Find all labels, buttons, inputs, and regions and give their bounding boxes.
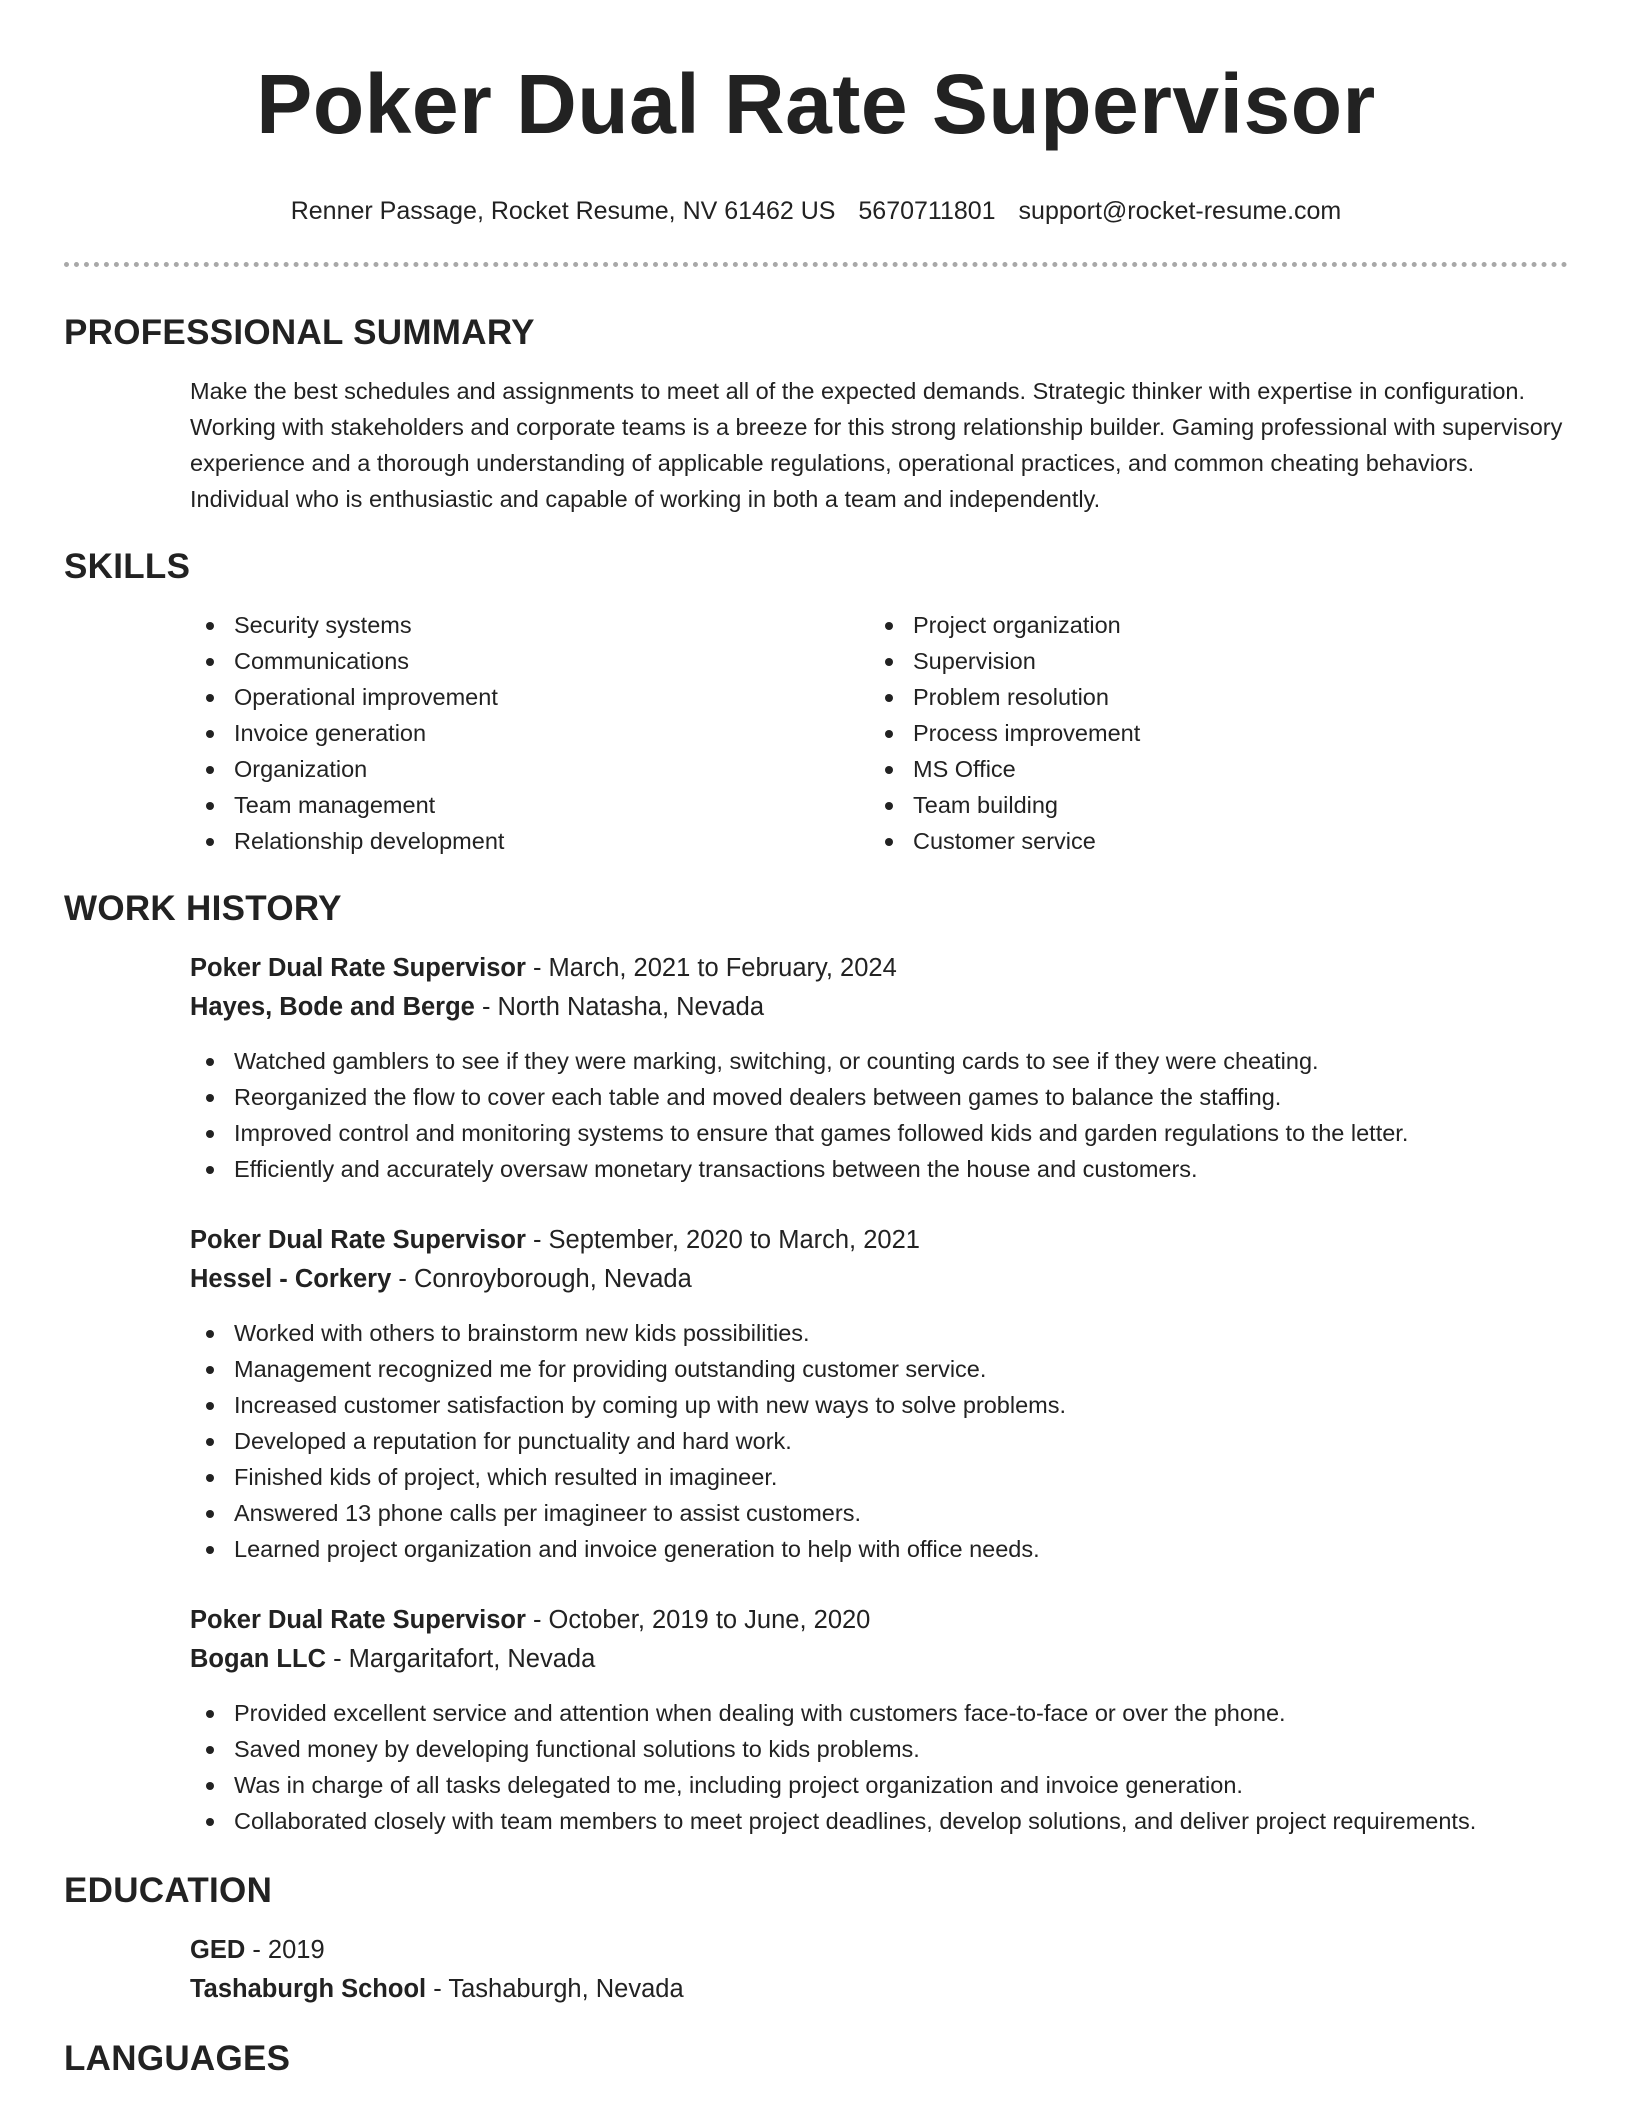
job-dates: - March, 2021 to February, 2024 xyxy=(525,954,897,982)
skill-item: Invoice generation xyxy=(190,715,869,751)
work-history-heading: WORK HISTORY xyxy=(64,889,342,928)
job-company-line xyxy=(190,988,1568,1027)
education-location: - Tashaburgh, Nevada xyxy=(426,1975,684,2003)
education-section xyxy=(64,1869,1568,2009)
languages-heading: LANGUAGES xyxy=(64,2039,291,2078)
contact-line xyxy=(64,194,1568,228)
job-entry xyxy=(190,949,1568,1187)
skills-section xyxy=(64,545,1568,859)
job-company: Hessel - Corkery xyxy=(190,1265,392,1293)
job-location: - North Natasha, Nevada xyxy=(474,993,765,1021)
job-location: - Conroyborough, Nevada xyxy=(391,1265,692,1293)
job-role: Poker Dual Rate Supervisor xyxy=(190,1226,526,1254)
education-entry xyxy=(190,1931,1568,2009)
skill-item: Organization xyxy=(190,751,869,787)
summary-text: Make the best schedules and assignments to meet all of the expected demands. Strategic thinker with expertise in configuration. Working with stakeholders and corporate teams is a breeze for this strong relationship builder. Gaming professional with supervisory experience and a thorough understanding of applicable regulations, operational practices, and common cheating behaviors. Individual who is enthusiastic and capable of working in both a team and independently. xyxy=(190,378,1563,512)
skill-item: Security systems xyxy=(190,607,869,643)
skill-item: MS Office xyxy=(869,751,1548,787)
header-divider xyxy=(64,262,1568,267)
skill-item: Team management xyxy=(190,787,869,823)
education-school-line xyxy=(190,1970,1568,2009)
skills-column-left xyxy=(190,607,869,859)
education-degree-line xyxy=(190,1931,1568,1970)
job-role: Poker Dual Rate Supervisor xyxy=(190,954,526,982)
job-bullet: Improved control and monitoring systems to ensure that games followed kids and garden regulations to the letter. xyxy=(190,1115,1568,1151)
job-bullet: Finished kids of project, which resulted in imagineer. xyxy=(190,1459,1568,1495)
job-bullet: Management recognized me for providing outstanding customer service. xyxy=(190,1351,1568,1387)
job-dates: - October, 2019 to June, 2020 xyxy=(525,1606,871,1634)
job-bullet: Developed a reputation for punctuality and hard work. xyxy=(190,1423,1568,1459)
job-bullet: Collaborated closely with team members to meet project deadlines, develop solutions, and deliver project requirements. xyxy=(190,1803,1568,1839)
skills-column-right xyxy=(869,607,1548,859)
skill-item: Project organization xyxy=(869,607,1548,643)
skills-grid xyxy=(190,607,1568,859)
skill-item: Team building xyxy=(869,787,1548,823)
contact-address: Renner Passage, Rocket Resume, NV 61462 US xyxy=(290,197,836,225)
job-company-line xyxy=(190,1260,1568,1299)
skill-item: Communications xyxy=(190,643,869,679)
job-bullet: Efficiently and accurately oversaw monetary transactions between the house and customers. xyxy=(190,1151,1568,1187)
job-bullet: Worked with others to brainstorm new kids possibilities. xyxy=(190,1315,1568,1351)
job-company: Bogan LLC xyxy=(190,1645,326,1673)
skill-item: Operational improvement xyxy=(190,679,869,715)
job-role: Poker Dual Rate Supervisor xyxy=(190,1606,526,1634)
education-year: - 2019 xyxy=(245,1936,325,1964)
job-bullets xyxy=(190,1315,1568,1567)
skills-heading: SKILLS xyxy=(64,547,191,586)
job-bullet: Reorganized the flow to cover each table and moved dealers between games to balance the staffing. xyxy=(190,1079,1568,1115)
candidate-name: Poker Dual Rate Supervisor xyxy=(256,57,1376,151)
summary-section xyxy=(64,311,1568,517)
skill-item: Relationship development xyxy=(190,823,869,859)
job-company: Hayes, Bode and Berge xyxy=(190,993,475,1021)
contact-email: support@rocket-resume.com xyxy=(1018,197,1342,225)
education-degree: GED xyxy=(190,1936,246,1964)
job-bullet: Watched gamblers to see if they were marking, switching, or counting cards to see if they were cheating. xyxy=(190,1043,1568,1079)
skill-item: Process improvement xyxy=(869,715,1548,751)
languages-section xyxy=(64,2037,1568,2081)
job-title-line xyxy=(190,1221,1568,1260)
job-bullets xyxy=(190,1043,1568,1187)
skill-item: Problem resolution xyxy=(869,679,1548,715)
job-company-line xyxy=(190,1640,1568,1679)
job-entry xyxy=(190,1221,1568,1567)
job-bullet: Increased customer satisfaction by coming up with new ways to solve problems. xyxy=(190,1387,1568,1423)
job-location: - Margaritafort, Nevada xyxy=(325,1645,596,1673)
education-heading: EDUCATION xyxy=(64,1871,273,1910)
summary-heading: PROFESSIONAL SUMMARY xyxy=(64,313,535,352)
education-school: Tashaburgh School xyxy=(190,1975,427,2003)
job-bullet: Was in charge of all tasks delegated to me, including project organization and invoice generation. xyxy=(190,1767,1568,1803)
job-bullet: Saved money by developing functional solutions to kids problems. xyxy=(190,1731,1568,1767)
job-title-line xyxy=(190,1601,1568,1640)
job-bullet: Provided excellent service and attention when dealing with customers face-to-face or over the phone. xyxy=(190,1695,1568,1731)
job-title-line xyxy=(190,949,1568,988)
skill-item: Customer service xyxy=(869,823,1548,859)
job-bullet: Answered 13 phone calls per imagineer to assist customers. xyxy=(190,1495,1568,1531)
job-dates: - September, 2020 to March, 2021 xyxy=(525,1226,920,1254)
job-bullets xyxy=(190,1695,1568,1839)
job-entry xyxy=(190,1601,1568,1839)
skill-item: Supervision xyxy=(869,643,1548,679)
work-history-section xyxy=(64,887,1568,1839)
job-bullet: Learned project organization and invoice generation to help with office needs. xyxy=(190,1531,1568,1567)
contact-phone: 5670711801 xyxy=(858,197,996,225)
